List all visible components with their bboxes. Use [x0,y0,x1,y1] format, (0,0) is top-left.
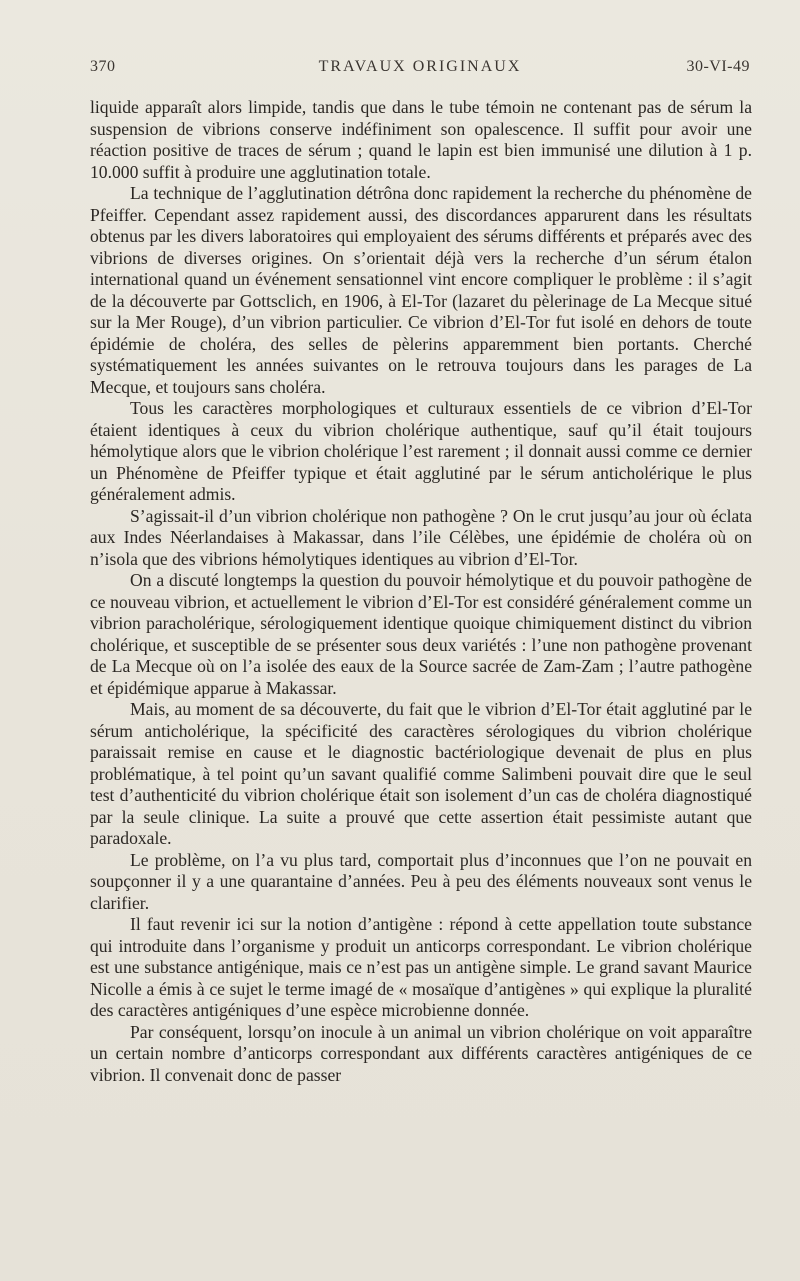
paragraph: liquide apparaît alors limpide, tandis que dans le tube témoin ne contenant pas de sérum la suspension de vibrions conserve indéfiniment son opalescence. Il suffit pour avoir une réaction positive de traces de sérum ; quand le lapin est bien immunisé une dilution à 1 p. 10.000 suffit à produire une agglutination totale. [90,97,752,182]
paragraph: La technique de l’agglutination détrôna donc rapidement la recherche du phénomène de Pfeiffer. Cependant assez rapidement aussi, des discordances apparurent dans les résultats obtenus par les divers laboratoires qui employaient des sérums différents et préparés avec des vibrions de diverses origines. On s’orientait déjà vers la recherche d’un sérum étalon international quand un événement sensationnel vint encore compliquer le problème : il s’agit de la découverte par Gottsclich, en 1906, à El-Tor (lazaret du pèlerinage de La Mecque situé sur la Mer Rouge), d’un vibrion particulier. Ce vibrion d’El-Tor fut isolé en dehors de toute épidémie de choléra, des selles de pèlerins apparemment bien portants. Cherché systématiquement les années suivantes on le retrouva toujours dans les parages de La Mecque, et toujours sans choléra. [90,183,752,397]
paragraph: Par conséquent, lorsqu’on inocule à un animal un vibrion cholérique on voit apparaître un certain nombre d’anticorps correspondant aux différents caractères antigéniques de ce vibrion. Il convenait donc de passer [90,1021,752,1085]
paragraph: Le problème, on l’a vu plus tard, comportait plus d’inconnues que l’on ne pouvait en soupçonner il y a une quarantaine d’années. Peu à peu des éléments nouveaux sont venus le clarifier. [90,849,752,913]
issue-date: 30-VI-49 [686,58,750,75]
paragraph: S’agissait-il d’un vibrion cholérique non pathogène ? On le crut jusqu’au jour où éclata aux Indes Néerlandaises à Makassar, dans l’ile Célèbes, une épidémie de choléra où on n’isola que des vibrions hémolytiques identiques au vibrion d’El-Tor. [90,505,752,569]
page-number: 370 [90,58,116,75]
running-title: TRAVAUX ORIGINAUX [318,58,522,75]
paragraph: Tous les caractères morphologiques et culturaux essentiels de ce vibrion d’El-Tor étaient identiques à ceux du vibrion cholérique authentique, sauf qu’il était toujours hémolytique alors que le vibrion cholérique l’est rarement ; il donnait aussi comme ce dernier un Phénomène de Pfeiffer typique et était agglutiné par le sérum anticholérique le plus généralement admis. [90,398,752,504]
paragraph: Mais, au moment de sa découverte, du fait que le vibrion d’El-Tor était agglutiné par le sérum anticholérique, la spécificité des caractères sérologiques du vibrion cholérique paraissait remise en cause et le diagnostic bactériologique devenait de plus en plus problématique, à tel point qu’un savant qualifié comme Salimbeni pouvait dire que le seul test d’authenticité du vibrion cholérique était son isolement d’un cas de choléra diagnostiqué par la seule clinique. La suite a prouvé que cette assertion était pessimiste autant que paradoxale. [90,699,752,848]
article-body [90,97,752,1086]
paragraph: On a discuté longtemps la question du pouvoir hémolytique et du pouvoir pathogène de ce nouveau vibrion, et actuellement le vibrion d’El-Tor est considéré généralement comme un vibrion paracholérique, sérologiquement identique quoique chimiquement distinct du vibrion cholérique, et susceptible de se présenter sous deux variétés : l’une non pathogène provenant de La Mecque où on l’a isolée des eaux de la Source sacrée de Zam-Zam ; l’autre pathogène et épidémique apparue à Makassar. [90,570,752,698]
running-header [90,58,750,82]
paragraph: Il faut revenir ici sur la notion d’antigène : répond à cette appellation toute substance qui introduite dans l’organisme y produit un anticorps correspondant. Le vibrion cholérique est une substance antigénique, mais ce n’est pas un antigène simple. Le grand savant Maurice Nicolle a émis à ce sujet le terme imagé de « mosaïque d’antigènes » qui explique la pluralité des caractères antigéniques d’une espèce microbienne donnée. [90,914,752,1020]
